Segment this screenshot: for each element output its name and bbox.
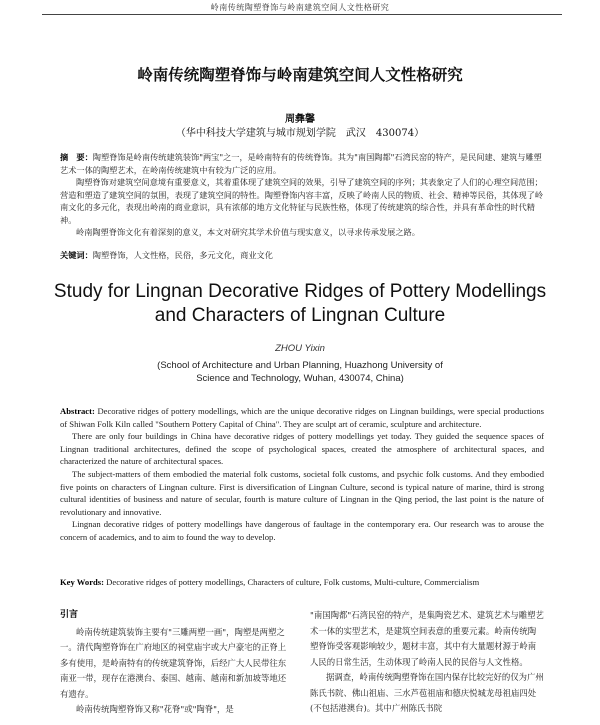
english-keywords: Key Words: Decorative ridges of pottery modellings, Characters of culture, Folk customs, Multi-culture, Commercialism <box>60 577 480 587</box>
english-affiliation <box>0 359 600 385</box>
chinese-abstract <box>60 151 544 239</box>
english-abstract-para-1: Abstract: Decorative ridges of pottery modellings, which are the unique decorative ridges on Lingnan buildings, were special productions of Shiwan Folk Kiln called "Southern Pottery Capital of China". They are sculpt art of ceramic, sculpture and architecture. <box>60 406 544 429</box>
chinese-title: 岭南传统陶塑脊饰与岭南建筑空间人文性格研究 <box>137 66 463 84</box>
chinese-abstract-para-1: 摘 要：陶塑脊饰是岭南传统建筑装饰"两宝"之一，是岭南特有的传统脊饰。其为"南国陶都"石湾民窑的特产，是民间建、建筑与雕塑艺术一体的陶塑艺术，在岭南传统建筑中有较为广泛的应用。 <box>60 152 542 175</box>
header-rule <box>42 14 562 15</box>
english-title-line-1: Study for Lingnan Decorative Ridges of Pottery Modellings <box>53 281 547 302</box>
chinese-keywords: 关键词：陶塑脊饰，人文性格，民俗，多元文化，商业文化 <box>60 250 273 260</box>
english-abstract-para-3: The subject-matters of them embodied the material folk customs, societal folk customs, and psychic folk customs. And they embodied five points on characters of Lingnan culture. First is diversification of Lingnan Culture, second is typical nature of marine, third is strong cultural identities of business and nature of secular, fourth is mature culture of Lingnan in the Qing period, the last point is the nature of revolutionary and innovative. <box>60 468 544 517</box>
body-para-right-2: 据调查，岭南传统陶塑脊饰在国内保存比较完好的仅为广州陈氏书院、佛山祖庙、三水芦苞祖庙和德庆悦城龙母祖庙四处(不包括港澳台)。其中广州陈氏书院 <box>310 672 544 713</box>
english-keywords-label: Key Words: <box>60 577 105 587</box>
english-affiliation-line-1: (School of Architecture and Urban Planning, Huazhong University of <box>157 360 443 371</box>
body-para-left-1: 岭南传统建筑装饰主要有"三雕两塑一画"，陶塑是两塑之一。清代陶塑脊饰在广府地区的祠堂庙宇或大户豪宅的正脊上多有使用，是岭南特有的传统建筑脊饰，后经广大人民带往东南亚一带，现存在港澳台、泰国、越南、越南和新加坡等地还有遗存。 <box>60 626 287 699</box>
chinese-affiliation: （华中科技大学建筑与城市规划学院 武汉 430074） <box>175 128 425 139</box>
english-abstract <box>60 405 544 544</box>
english-abstract-label: Abstract: <box>60 406 95 416</box>
section-heading-introduction: 引言 <box>60 610 79 620</box>
english-abstract-para-4: Lingnan decorative ridges of pottery modellings have dangerous of faultage in the contemporary era. Our research was to arouse the concern of academics, and to aim to found the way to develop. <box>60 519 544 542</box>
english-author: ZHOU Yixin <box>275 343 325 354</box>
body-para-right-1: "南国陶都"石湾民窑的特产，是集陶瓷艺术、建筑艺术与雕塑艺术一体的实型艺术，是建筑空间表意的重要元素。岭南传统陶塑脊饰受客观影响较少，题材丰富，其中有大量题材源于岭南人民的日常生活，生动体现了岭南人民的民俗与人文性格。 <box>310 610 544 667</box>
english-title <box>0 280 600 328</box>
body-column-right <box>310 608 544 717</box>
running-head: 岭南传统陶塑脊饰与岭南建筑空间人文性格研究 <box>210 3 390 12</box>
body-column-left <box>60 608 294 718</box>
chinese-author: 周彝馨 <box>285 114 315 125</box>
english-abstract-para-2: There are only four buildings in China have decorative ridges of pottery modellings yet today. They guided the sequence spaces of Lingnan traditional architectures, defined the scope of psychological spaces, created the atmosphere of architectural spaces, and characterized the nature of architectural spaces. <box>60 431 544 467</box>
chinese-keywords-label: 关键词： <box>60 250 93 260</box>
english-title-line-2: and Characters of Lingnan Culture <box>154 305 446 326</box>
english-affiliation-line-2: Science and Technology, Wuhan, 430074, China) <box>196 373 404 384</box>
chinese-abstract-label: 摘 要： <box>60 152 93 162</box>
chinese-abstract-para-2: 陶塑脊饰对建筑空间意境有重要意义，其着重体现了建筑空间的效果，引导了建筑空间的序列；其表象定了人们的心理空间范围；营造和塑造了建筑空间的氛围，表现了建筑空间的特性。陶塑脊饰内容丰富，反映了岭南人民的物质、社会、精神等民俗，其体现了岭南文化的多元化，表现出岭南的商业意识，具有浓郁的地方文化特征与民族性格，体现了传统建筑的综合性，并具有革命性的时代精神。 <box>60 177 544 225</box>
body-para-left-2: 岭南传统陶塑脊饰又称"花脊"或"陶脊"，是 <box>76 704 234 714</box>
chinese-abstract-para-3: 岭南陶塑脊饰文化有着深刻的意义，本文对研究其学术价值与现实意义，以寻求传承发展之路。 <box>76 227 420 237</box>
